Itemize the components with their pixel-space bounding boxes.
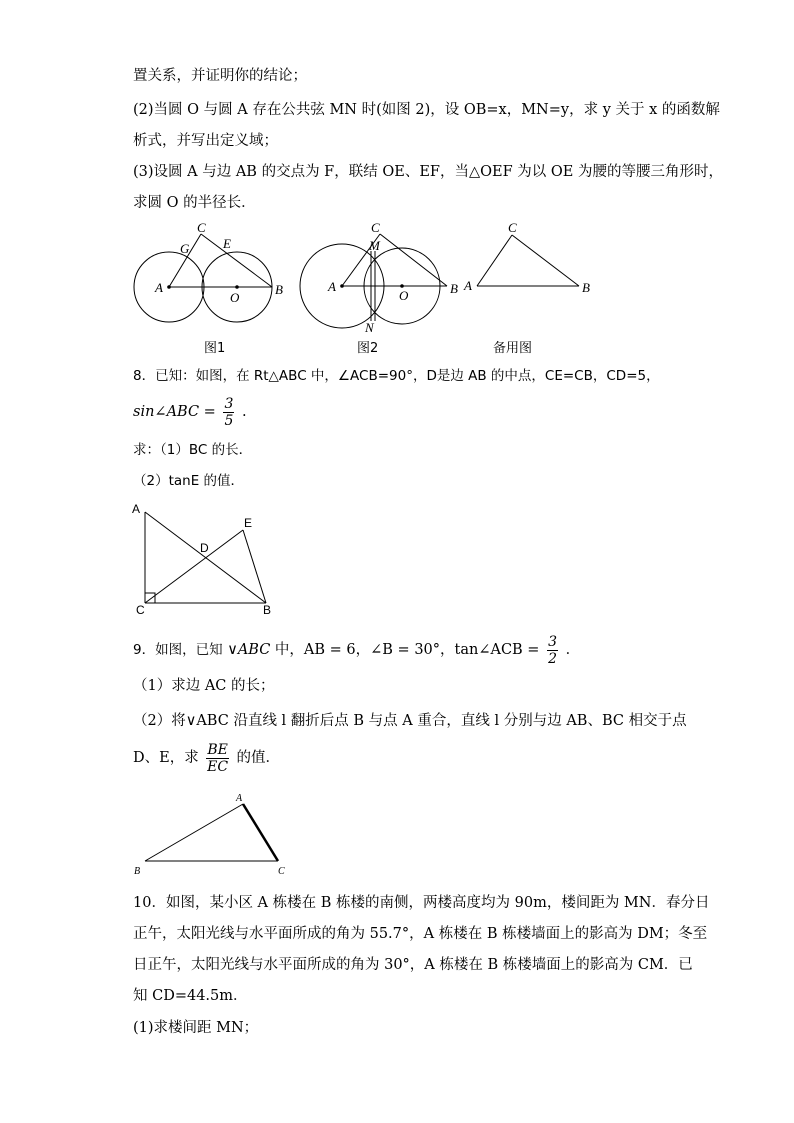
q10-line-2: 正午，太阳光线与水平面所成的角为 55.7°，A 栋楼在 B 栋楼墙面上的影高为 DM；冬至 bbox=[133, 926, 708, 942]
fig1-label-a: A bbox=[155, 280, 163, 295]
q9-triangle: ∨ABC bbox=[227, 642, 271, 658]
q7-figure-1 bbox=[125, 220, 295, 335]
fig1-label-c: C bbox=[197, 220, 206, 235]
q9-ratio-numerator: BE bbox=[207, 741, 228, 758]
q8-figure bbox=[128, 500, 288, 618]
q9-givens: 中，AB = 6，∠B = 30°，tan∠ACB = bbox=[274, 642, 540, 658]
q8-line-3: 求：（1）BC 的长． bbox=[133, 442, 253, 458]
q8-label-d: D bbox=[200, 541, 209, 555]
q10-line-3: 日正午，太阳光线与水平面所成的角为 30°，A 栋楼在 B 栋楼墙面上的影高为 CM．已 bbox=[133, 957, 693, 973]
fig2-label-b: B bbox=[450, 281, 458, 296]
q9-line4-pre: D、E，求 bbox=[133, 750, 199, 766]
q8-sin-fraction bbox=[223, 396, 234, 429]
fig3-label-a: A bbox=[464, 278, 472, 293]
q8-line-4: （2）tanE 的值． bbox=[133, 473, 245, 489]
q7-line-3: 析式，并写出定义域； bbox=[133, 133, 278, 149]
q9-line-3: （2）将∨ABC 沿直线 l 翻折后点 B 与点 A 重合，直线 l 分别与边 AB、BC 相交于点 bbox=[133, 713, 687, 729]
fig1-label-o: O bbox=[230, 290, 240, 305]
fig1-label-b: B bbox=[275, 282, 283, 297]
q7-line-2: (2)当圆 O 与圆 A 存在公共弦 MN 时(如图 2)，设 OB=x，MN=y，求 y 关于 x 的函数解 bbox=[133, 102, 720, 118]
fig2-label-c: C bbox=[371, 220, 380, 235]
q9-label-c: C bbox=[278, 866, 285, 877]
q8-line-1: 8．已知：如图，在 Rt△ABC 中，∠ACB=90°，D是边 AB 的中点，CE=CB，CD=5， bbox=[133, 368, 660, 384]
q7-caption-1: 图1 bbox=[204, 341, 226, 356]
q9-label-a: A bbox=[236, 793, 243, 804]
fig1-label-g: G bbox=[180, 241, 190, 256]
q8-label-c: C bbox=[136, 603, 145, 617]
fig2-label-o: O bbox=[399, 288, 409, 303]
q9-intro: 9．如图，已知 bbox=[133, 642, 223, 658]
q7-caption-3: 备用图 bbox=[493, 341, 533, 356]
q7-figure-2 bbox=[295, 218, 465, 336]
q9-label-b: B bbox=[134, 866, 141, 877]
q9-ratio-fraction bbox=[206, 742, 229, 775]
q8-sin-line bbox=[133, 392, 247, 432]
q9-line4-post: 的值． bbox=[236, 750, 280, 766]
q9-line-2: （1）求边 AC 的长； bbox=[133, 678, 275, 694]
q7-caption-2: 图2 bbox=[357, 341, 379, 356]
q9-tan-fraction bbox=[547, 634, 558, 667]
q7-line-5: 求圆 O 的半径长． bbox=[133, 195, 256, 211]
q8-sin-suffix: . bbox=[241, 404, 247, 420]
q8-sin-numerator: 3 bbox=[224, 395, 234, 412]
q9-line1-end: ． bbox=[565, 642, 581, 658]
q10-line-5: (1)求楼间距 MN； bbox=[133, 1020, 259, 1036]
fig3-label-c: C bbox=[508, 220, 517, 235]
q7-line-1: 置关系，并证明你的结论； bbox=[133, 68, 307, 84]
fig2-label-n: N bbox=[365, 320, 374, 335]
q8-label-a: A bbox=[132, 502, 141, 516]
fig3-label-b: B bbox=[582, 280, 590, 295]
fig1-label-e: E bbox=[223, 236, 231, 251]
q9-line-4 bbox=[133, 738, 280, 778]
q8-sin-prefix: sin∠ABC = bbox=[133, 404, 216, 420]
q7-line-4: (3)设圆 A 与边 AB 的交点为 F，联结 OE、EF，当△OEF 为以 OE 为腰的等腰三角形时， bbox=[133, 164, 723, 180]
q9-ratio-denominator: EC bbox=[207, 758, 229, 775]
q7-figure-spare bbox=[462, 218, 602, 298]
q10-line-4: 知 CD=44.5m． bbox=[133, 988, 248, 1004]
q8-label-e: E bbox=[244, 516, 253, 530]
q9-tan-numerator: 3 bbox=[548, 633, 557, 650]
q9-line-1 bbox=[133, 630, 580, 670]
q8-label-b: B bbox=[263, 603, 272, 617]
fig2-label-m: M bbox=[369, 238, 380, 253]
q8-sin-denominator: 5 bbox=[224, 412, 234, 429]
q9-tan-denominator: 2 bbox=[548, 650, 557, 667]
fig2-label-a: A bbox=[328, 279, 336, 294]
q9-figure bbox=[130, 790, 300, 880]
q10-line-1: 10．如图，某小区 A 栋楼在 B 栋楼的南侧，两楼高度均为 90m，楼间距为 MN．春分日 bbox=[133, 895, 710, 911]
